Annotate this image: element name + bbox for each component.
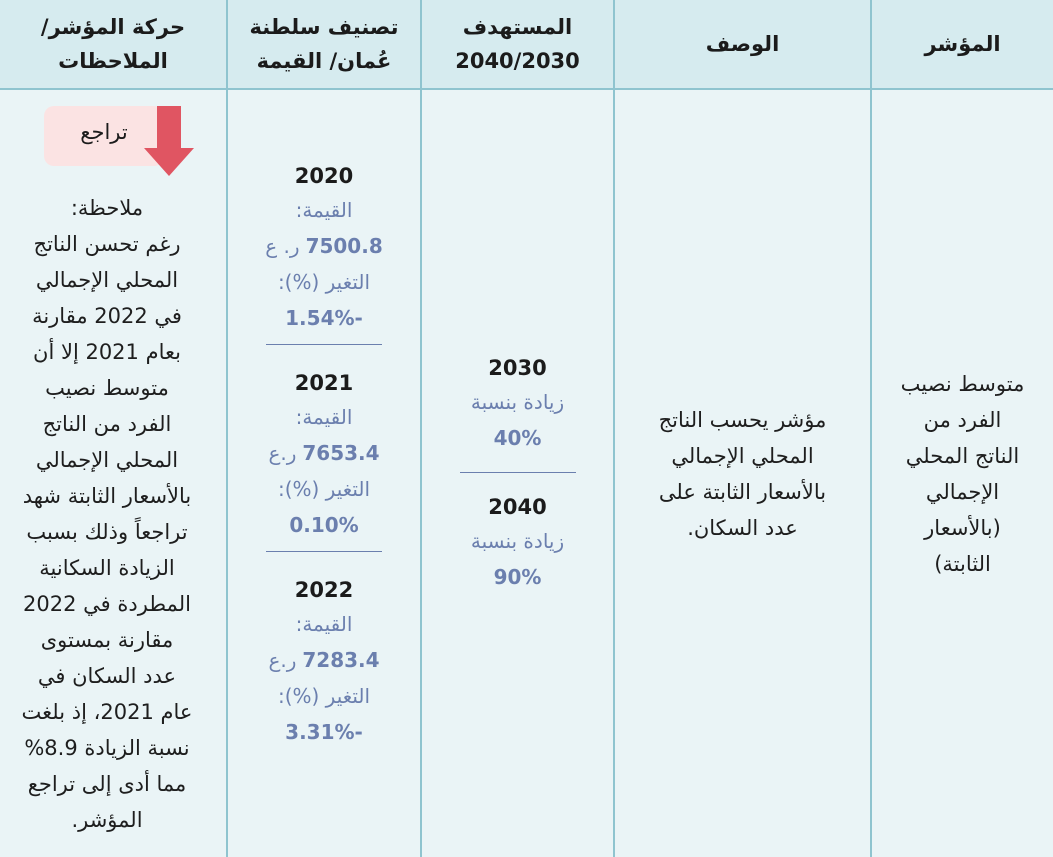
description-cell — [615, 90, 870, 857]
oman-value: 7283.4 — [302, 648, 380, 672]
note-text — [7, 190, 207, 838]
header-movement-line: حركة المؤشر/ — [40, 15, 186, 39]
indicator-line: متوسط نصيب — [900, 371, 1025, 396]
oman-value-line — [268, 642, 379, 678]
oman-value-label: القيمة: — [295, 198, 353, 222]
indicator-cell — [872, 90, 1053, 857]
oman-block-2022 — [268, 574, 379, 750]
note-line: الفرد من الناتج — [42, 412, 172, 436]
note-line: بالأسعار الثابتة شهد — [22, 484, 192, 508]
note-line: نسبة الزيادة 8.9% — [24, 736, 190, 760]
indicator-line: الفرد من — [923, 407, 1002, 432]
header-description-label: الوصف — [705, 32, 780, 56]
oman-block-2021 — [268, 367, 379, 543]
header-target-line: المستهدف — [462, 15, 573, 39]
note-line: ملاحظة: — [70, 196, 144, 220]
oman-change-label: التغير (%): — [277, 477, 371, 501]
oman-value-label: القيمة: — [295, 612, 353, 636]
target-label: زيادة بنسبة — [470, 390, 565, 414]
note-line: بعام 2021 إلا أن — [33, 340, 181, 364]
note-line: الزيادة السكانية — [39, 556, 175, 580]
description-line: المحلي الإجمالي — [671, 443, 814, 468]
status-badge — [44, 106, 194, 166]
header-description — [615, 0, 870, 88]
note-line: المطردة في 2022 — [23, 592, 191, 616]
target-year: 2040 — [488, 495, 547, 519]
oman-block-2020 — [265, 160, 383, 336]
oman-year: 2021 — [294, 371, 354, 395]
note-line: المحلي الإجمالي — [35, 448, 179, 472]
header-movement — [0, 0, 226, 88]
indicator-line: الناتج المحلي — [905, 443, 1020, 468]
oman-year: 2022 — [294, 578, 354, 602]
oman-value-line — [265, 228, 383, 264]
note-line: عدد السكان في — [37, 664, 177, 688]
oman-change: 0.10% — [289, 513, 359, 537]
note-line: المؤشر. — [71, 808, 143, 832]
target-block-2030 — [471, 352, 564, 456]
oman-change: -3.31% — [285, 720, 363, 744]
description-line: عدد السكان. — [687, 515, 798, 540]
oman-change: -1.54% — [285, 306, 363, 330]
header-target — [422, 0, 613, 88]
target-label: زيادة بنسبة — [470, 529, 565, 553]
oman-unit: ر.ع — [268, 648, 297, 672]
description-line: بالأسعار الثابتة على — [658, 479, 827, 504]
oman-change-label: التغير (%): — [277, 684, 371, 708]
note-line: متوسط نصيب — [45, 376, 169, 400]
target-value: 90% — [493, 565, 542, 589]
header-target-line: 2040/2030 — [455, 49, 580, 73]
oman-value: 7500.8 — [305, 234, 383, 258]
oman-value-line — [268, 435, 379, 471]
indicator-line: (بالأسعار — [924, 515, 1001, 540]
oman-unit: ر. ع — [265, 234, 300, 258]
oman-change-label: التغير (%): — [277, 270, 371, 294]
down-arrow-icon — [144, 106, 194, 178]
target-year: 2030 — [488, 356, 547, 380]
header-oman-classification — [228, 0, 420, 88]
oman-value-label: القيمة: — [295, 405, 353, 429]
target-separator — [460, 472, 576, 473]
indicator-line: الثابتة) — [934, 551, 991, 576]
note-line: تراجعاً وذلك بسبب — [26, 520, 188, 544]
oman-separator — [266, 551, 382, 552]
target-cell — [422, 90, 613, 857]
oman-year: 2020 — [294, 164, 354, 188]
note-line: عام 2021، إذ بلغت — [21, 700, 193, 724]
note-line: المحلي الإجمالي — [35, 268, 179, 292]
status-label: تراجع — [80, 120, 128, 144]
target-block-2040 — [471, 491, 564, 595]
target-value: 40% — [493, 426, 542, 450]
oman-unit: ر.ع — [268, 441, 297, 465]
oman-separator — [266, 344, 382, 345]
oman-value-cell — [228, 90, 420, 857]
header-indicator-label: المؤشر — [924, 32, 1001, 56]
indicator-line: الإجمالي — [925, 479, 1000, 504]
note-line: مما أدى إلى تراجع — [27, 772, 187, 796]
header-indicator — [872, 0, 1053, 88]
header-movement-line: الملاحظات — [58, 49, 168, 73]
description-line: مؤشر يحسب الناتج — [658, 407, 827, 432]
note-line: رغم تحسن الناتج — [33, 232, 181, 256]
header-oman-line: تصنيف سلطنة — [249, 15, 399, 39]
header-oman-line: عُمان/ القيمة — [256, 49, 392, 73]
note-line: في 2022 مقارنة — [32, 304, 182, 328]
note-line: مقارنة بمستوى — [40, 628, 174, 652]
oman-value: 7653.4 — [302, 441, 380, 465]
